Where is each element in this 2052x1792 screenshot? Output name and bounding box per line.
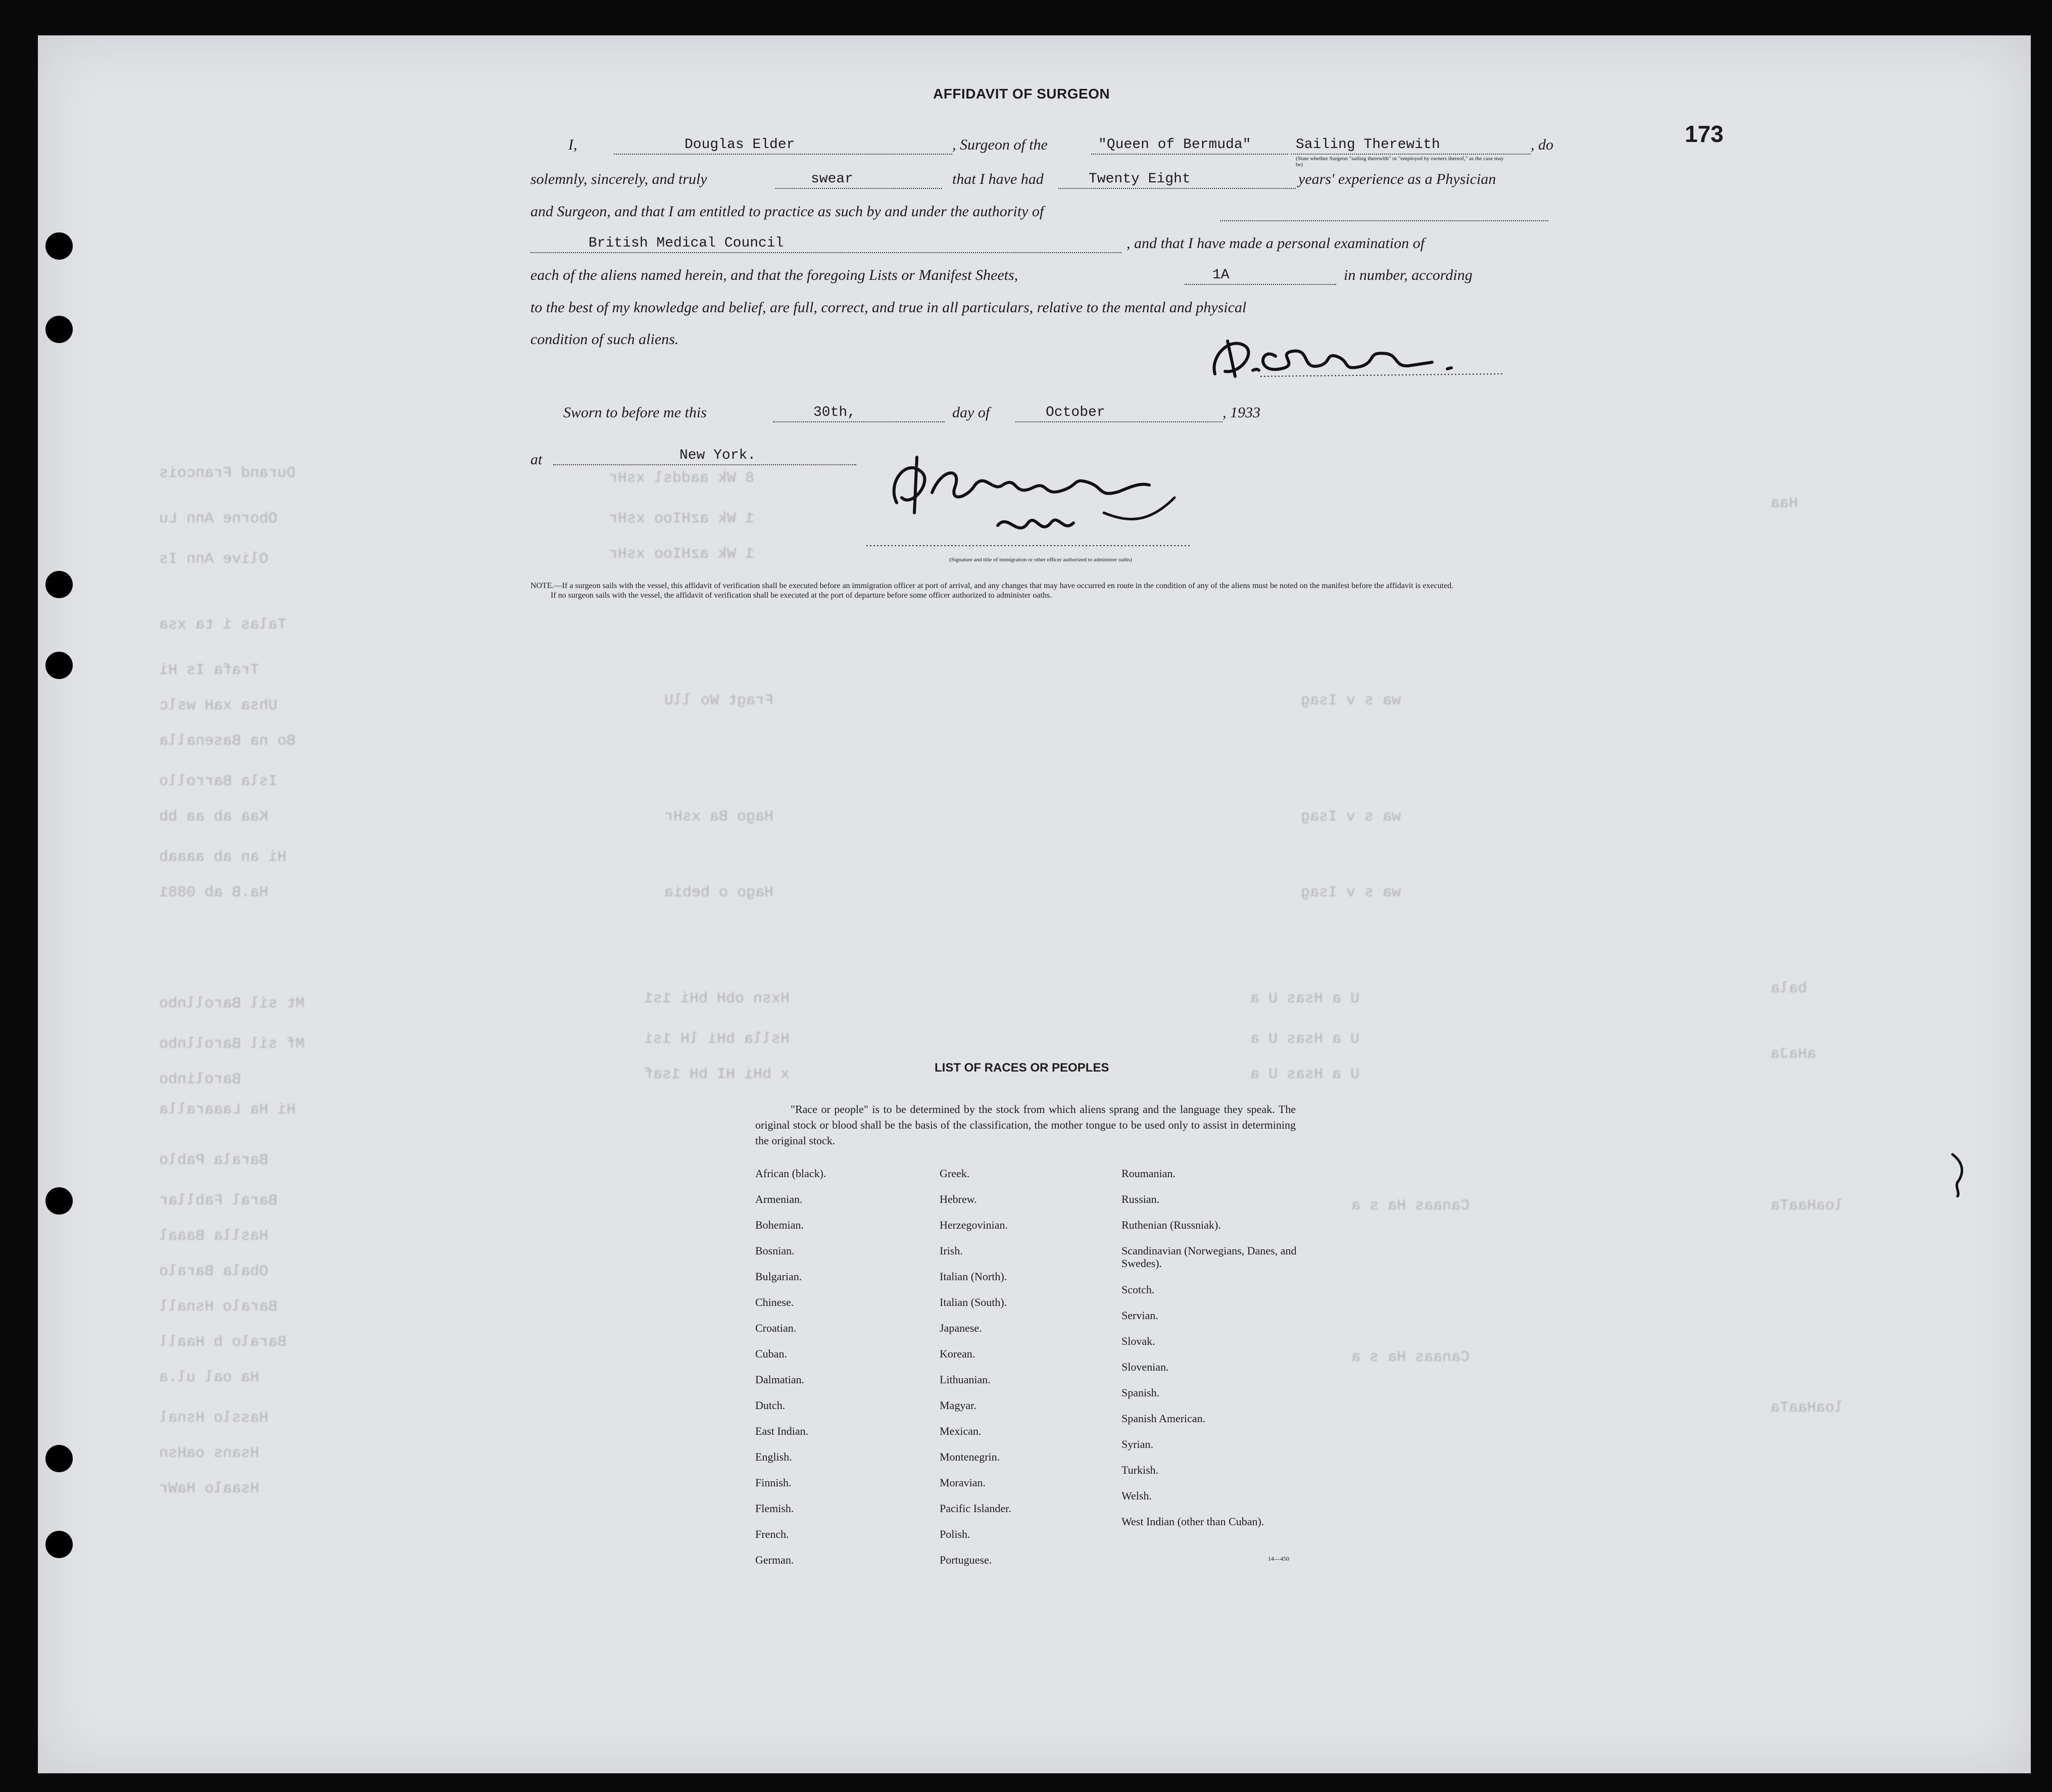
sworn-day: 30th,	[813, 405, 856, 420]
sworn-label: Sworn to before me this	[563, 404, 707, 421]
race-item: Slovenian.	[1121, 1361, 1169, 1373]
binder-hole	[45, 1445, 73, 1472]
race-item: Hebrew.	[940, 1193, 977, 1205]
condition-label: condition of such aliens.	[530, 331, 679, 348]
sworn-month: October	[1046, 405, 1105, 420]
authority-label: and Surgeon, and that I am entitled to practice as such by and under the authority of	[530, 203, 1044, 220]
race-item: Italian (South).	[940, 1296, 1007, 1309]
vessel-name: "Queen of Bermuda"	[1098, 137, 1251, 153]
affidavit-title: AFFIDAVIT OF SURGEON	[933, 86, 1110, 102]
race-item: Montenegrin.	[940, 1450, 1000, 1463]
surgeon-signature	[1200, 326, 1523, 386]
oath-field	[775, 171, 942, 189]
i-label: I,	[568, 136, 577, 153]
race-item: Herzegovinian.	[940, 1219, 1008, 1231]
oath-value: swear	[811, 171, 854, 187]
sworn-year: , 1933	[1223, 404, 1260, 421]
vessel-field	[1091, 136, 1288, 155]
race-item: Mexican.	[940, 1425, 982, 1437]
authority-field	[530, 235, 1121, 253]
race-item: Scotch.	[1121, 1283, 1155, 1296]
binder-hole	[45, 652, 73, 679]
race-item: Portuguese.	[940, 1554, 992, 1566]
sworn-day-field	[773, 404, 945, 422]
ink-mark	[1942, 1152, 1973, 1197]
race-item: East Indian.	[755, 1425, 809, 1437]
binder-hole	[45, 316, 73, 343]
years-field	[1058, 171, 1296, 189]
race-item: Roumanian.	[1121, 1167, 1176, 1180]
officer-caption: (Signature and title of immigration or other officer authorized to administer oaths)	[949, 557, 1132, 563]
race-item: Dutch.	[755, 1399, 786, 1412]
race-item: Chinese.	[755, 1296, 794, 1309]
form-code: 14—450	[1268, 1555, 1289, 1562]
race-item: Flemish.	[755, 1502, 794, 1515]
race-item: Korean.	[940, 1347, 975, 1360]
race-item: Japanese.	[940, 1322, 982, 1334]
place-value: New York.	[679, 448, 756, 463]
place-field	[553, 447, 856, 465]
races-intro: "Race or people" is to be determined by the stock from which aliens sprang and the language they speak. The original stock or blood shall be the basis of the classification, the mother tongue to be used only to assist in determining the original stock.	[755, 1103, 1296, 1147]
sheets-count-field	[1185, 267, 1336, 285]
binder-hole	[45, 1531, 73, 1558]
years-value: Twenty Eight	[1089, 171, 1191, 187]
note-line-1: NOTE.—If a surgeon sails with the vessel, this affidavit of verification shall be executed before an immigration officer at port of arrival, and any changes that may have occurred en route in the condition of any of the aliens must be noted on the manifest before the affidavit is executed.	[530, 582, 1454, 590]
solemnly-label: solemnly, sincerely, and truly	[530, 171, 707, 187]
sheets-count: 1A	[1212, 267, 1230, 283]
race-item: Lithuanian.	[940, 1373, 991, 1386]
race-item: Greek.	[940, 1167, 970, 1180]
belief-label: to the best of my knowledge and belief, are full, correct, and true in all particulars, relative to the mental and physical	[530, 299, 1247, 316]
race-item: Servian.	[1121, 1309, 1158, 1322]
authority-blank	[1220, 203, 1548, 221]
race-item: Russian.	[1121, 1193, 1160, 1205]
affidavit-note	[530, 581, 1521, 600]
race-item: Cuban.	[755, 1347, 787, 1360]
sailing-note: (State whether Surgeon "sailing therewith" or "employed by owners thereof," as the case may be)	[1296, 156, 1504, 168]
document-sheet: Durand Francois Oborne Ann Lu Olive Ann Is 8 Wk aaddsl xsHr 1 Wk azHIoo xsHr 1 Wk azHIoo xsHr Talas i ta xsa Trafa Is Hi Uhsa xaH wslc Bo na Basenalla Isla Barrollo Kaa ab aa bb Hi an ab aaaab Ha.B ab 0881 Fragt Wo llU Hago Ba xsHr Hago o bebia wa s v Isag wa s v Isag wa s v Isag Mt sil Barollnbo Mf sil Barollnbo Barolinbo Hi Ha Laaaralla Hxsn obH bHi 1s1 Hslla bHi lH 1si x bHi HI bH 1saf U a Hsas U a U a Hsas U a U a Hsas U a Barala Pablo Baral Fabllar Haslla Baaal Obala Baralo Baralo Hsnall Baralo b Haall Ha oal ul.a Hasslo Hsnal Hsans oaHsn Hsaalo HaWr Haa bala aHaJa loaHaaTa loaHaaTa Canaas Ha s a Canaas Ha s a 173 AFFIDAVIT OF SURGEON I, Douglas Elder , Surgeon of the "Queen of Bermuda" Sailing Therewith , do (State whether Surgeon "sailing therewith" or "employed by owners thereof," as the case may be) solemnly, sincerely, and truly swear that I have had Twenty Eight years' experience as a Physician and Surgeon, and that I am entitled to practice as such by and under the authority of British Medical Council , and that I have made a personal examination of each of the aliens named herein, and that the foregoing Lists or Manifest Sheets, 1A in number, according to the best of my knowledge and belief, are full, correct, and true in all particulars, relative to the mental and physical condition of such aliens. Sworn to before me this 30th, day of October , 1933 at New York. (Signature and title of immigration or other officer authorized to administer oaths) NOTE.—If a surgeon sails with the vessel, this affidavit of verification shall be executed before an immigration officer at port of arrival, and any changes that may have occurred en route in the condition of any of the aliens must be noted on the manifest before the affidavit is executed. If no surgeon sails with the vessel, the affidavit of verification shall be executed at the port of departure before some officer authorized to administer oaths. LIST OF RACES OR PEOPLES "Race or people" is to be determined by the stock from which aliens sprang and the language they speak. The original stock or blood shall be the basis of the classification, the mother tongue to be used only to assist in determining the original stock. African (black). Armenian. Bohemian. Bosnian. Bulgarian. Chinese. Croatian. Cuban. Dalmatian. Dutch. East Indian. English. Finnish. Flemish. French. German. Greek. Hebrew. Herzegovinian. Irish. Italian (North). Italian (South). Japanese. Korean. Lithuanian. Magyar. Mexican. Montenegrin. Moravian. Pacific Islander. Polish. Portuguese. Roumanian. Russian. Ruthenian (Russniak). Scandinavian (Norwegians, Danes, and Swedes). Scotch. Servian. Slovak. Slovenian. Spanish. Spanish American. Syrian. Turkish. Welsh. West Indian (other than Cuban). 14—450	[38, 35, 2031, 1773]
race-item: Scandinavian (Norwegians, Danes, and Swedes).	[1121, 1244, 1297, 1270]
at-label: at	[530, 451, 543, 468]
race-item: Magyar.	[940, 1399, 976, 1412]
sailing-status-field	[1291, 136, 1531, 155]
examination-label: , and that I have made a personal examination of	[1127, 235, 1425, 252]
race-item: Syrian.	[1121, 1438, 1153, 1450]
race-item: Slovak.	[1121, 1335, 1155, 1347]
surgeon-of-label: , Surgeon of the	[952, 136, 1048, 153]
race-item: Armenian.	[755, 1193, 803, 1205]
race-item: Spanish American.	[1121, 1412, 1206, 1425]
race-item: Croatian.	[755, 1322, 797, 1334]
race-item: Moravian.	[940, 1476, 986, 1489]
race-item: Finnish.	[755, 1476, 792, 1489]
aliens-label: each of the aliens named herein, and that the foregoing Lists or Manifest Sheets,	[530, 267, 1018, 283]
race-item: Pacific Islander.	[940, 1502, 1011, 1515]
authority-value: British Medical Council	[589, 235, 784, 251]
officer-signature	[866, 437, 1220, 563]
surgeon-name: Douglas Elder	[685, 137, 795, 153]
race-item: English.	[755, 1450, 792, 1463]
race-item: West Indian (other than Cuban).	[1121, 1515, 1264, 1528]
race-item: Bosnian.	[755, 1244, 795, 1257]
binder-hole	[45, 1187, 73, 1215]
number-label: in number, according	[1344, 267, 1473, 283]
race-item: Turkish.	[1121, 1464, 1159, 1476]
race-item: German.	[755, 1554, 794, 1566]
race-item: Spanish.	[1121, 1386, 1160, 1399]
sworn-month-field	[1015, 404, 1223, 422]
races-title: LIST OF RACES OR PEOPLES	[935, 1061, 1109, 1075]
had-label: that I have had	[952, 171, 1044, 187]
surgeon-name-field	[614, 136, 952, 155]
race-item: French.	[755, 1528, 789, 1540]
race-item: Welsh.	[1121, 1489, 1152, 1502]
race-item: African (black).	[755, 1167, 826, 1180]
races-column-2	[940, 1167, 1011, 1579]
race-item: Bulgarian.	[755, 1270, 802, 1283]
sailing-status: Sailing Therewith	[1296, 137, 1440, 153]
race-item: Ruthenian (Russniak).	[1121, 1219, 1221, 1231]
years-label: years' experience as a Physician	[1298, 171, 1496, 187]
races-column-1	[755, 1167, 826, 1579]
day-of-label: day of	[952, 404, 990, 421]
note-line-2: If no surgeon sails with the vessel, the affidavit of verification shall be executed at the port of departure before some officer authorized to administer oaths.	[551, 591, 1052, 600]
race-item: Dalmatian.	[755, 1373, 805, 1386]
race-item: Irish.	[940, 1244, 963, 1257]
binder-hole	[45, 571, 73, 598]
binder-hole	[45, 232, 73, 260]
race-item: Bohemian.	[755, 1219, 804, 1231]
race-item: Italian (North).	[940, 1270, 1007, 1283]
page-number: 173	[1685, 121, 1724, 147]
race-item: Polish.	[940, 1528, 970, 1540]
do-label: , do	[1531, 136, 1553, 153]
races-column-3	[1121, 1167, 1303, 1545]
